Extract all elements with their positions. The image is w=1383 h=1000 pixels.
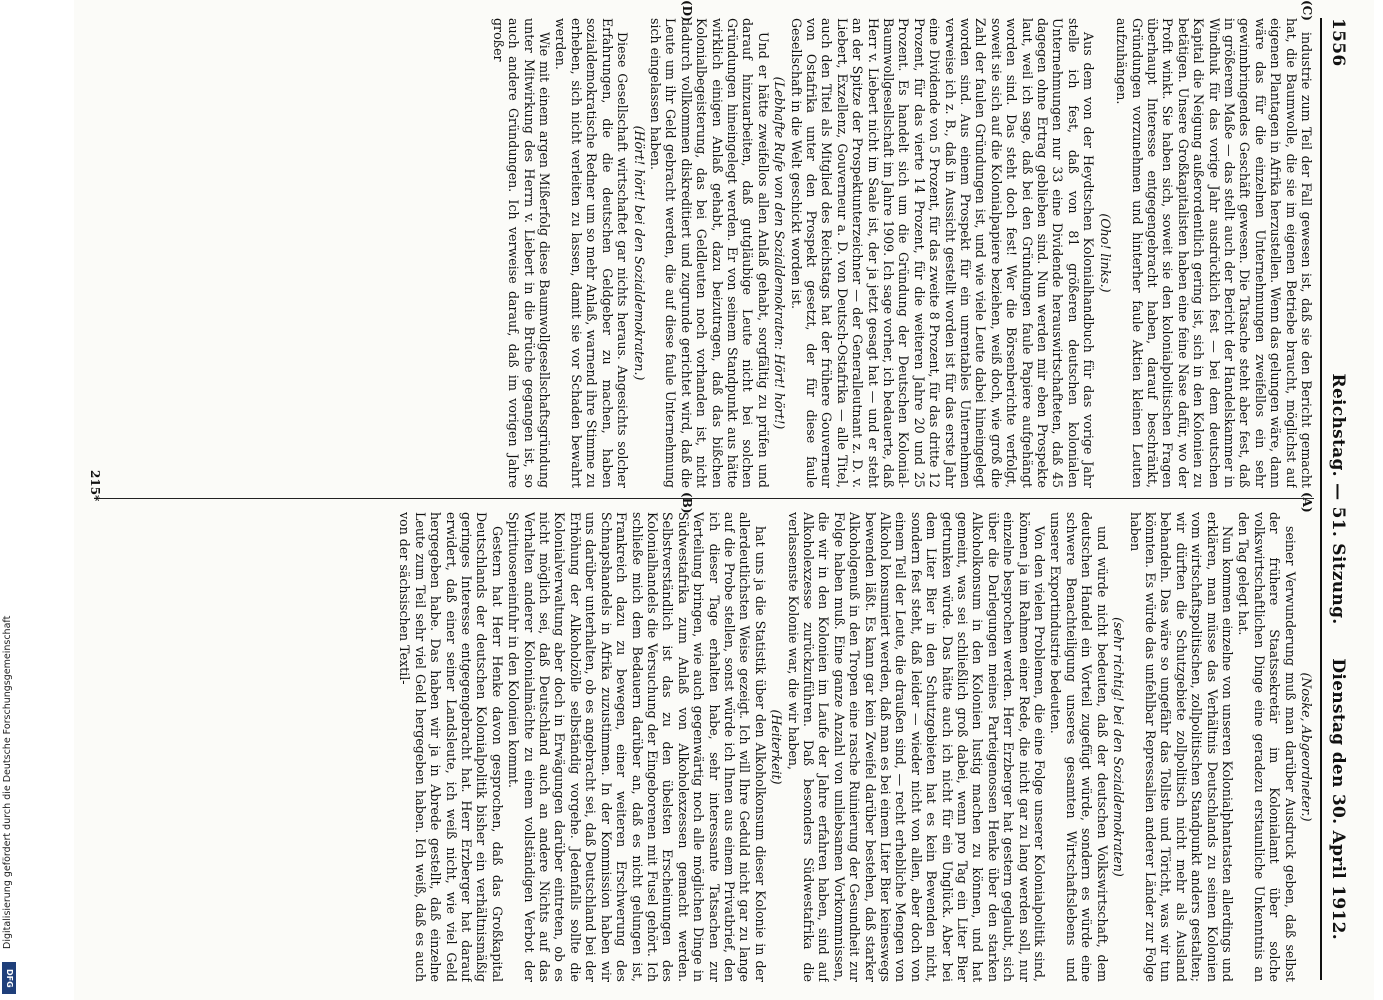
page-header — [1324, 18, 1352, 980]
paragraph: industrie zum Teil der Fall gewesen ist, daß sie den Bericht gemacht hat, die Baumwolle, die sie im eigenen Betriebe braucht, möglichst auf eigenen Plantagen in Afrika herzustellen. Wenn das gelungen wäre, dann wäre das für die einzelnen Unternehmungen zweifellos ein sehr gewinnbringendes Geschäft gewesen. Die Tatsache steht aber fest, daß in größerem Maße — das stellt auch der Bericht der Handelskammer in Windhuk für das vorige Jahr ausdrücklich fest — bei dem deutschen Kapital die Neigung außerordentlich gering ist, sich in den Kolonien zu betätigen. Unsere Großkapitalisten haben eine feine Nase dafür, wo der Profit winkt. Sie haben sich, soweit sie den kolonialpolitischen Fragen überhaupt Interesse entgegengebracht haben, darauf beschränkt, Gründungen vorzunehmen und hinterher faule Aktien kleinen Leuten aufzuhängen. — [1114, 18, 1314, 488]
margin-letter-c: (C) — [1300, 0, 1314, 21]
header-rule — [1320, 18, 1322, 980]
paragraph: hat uns ja die Statistik über den Alkoholkonsum dieser Kolonie in der allerdeutlichsten Weise gezeigt. Ich will Ihre Geduld nicht gar zu lange auf die Probe stellen, sonst würde ich Ihnen aus einem Privatbrief, den ich dieser Tage erhalten habe, sehr interessante Tatsachen zur Verteilung bringen, wie auch gegenwärtig noch alle möglichen Dinge in Südwestafrika zum Anlaß von Alkoholexzessen gemacht werden. Selbstverständlich ist das zu den übelsten Erscheinungen des Kolonialhandels die Versuchung der Eingeborenen mit Fusel gehört. Ich schließe mich dem Bedauern darüber an, daß es nicht gelungen ist, Frankreich dazu zu bewegen, einer weiteren Erschwerung des Schnapshandels in Afrika zuzustimmen. In der Kommission haben wir uns darüber unterhalten, ob es angebracht sei, daß Deutschland bei der Erhöhung der Alkoholzölle selbständig vorgehe. Jedenfalls sollte die Kolonialverwaltung aber doch in Erwägungen darüber eintreten, ob es nicht möglich sei, daß Deutschland auch an andere Nichts auf das Verhalten anderer Kolonialmächte zu einem vollständigen Verbot der Spirituoseneinfuhr in den Kolonien kommt. — [506, 512, 768, 982]
interjection: (sehr richtig! bei den Sozialdemokraten) — [1111, 617, 1127, 877]
margin-letter-a: (A) — [1300, 492, 1314, 513]
header-title: Reichstag. — 51. Sitzung. — [1328, 373, 1348, 625]
header-date: Dienstag den 30. April 1912. — [1328, 658, 1348, 940]
paragraph: Wie mit einem argen Mißerfolg diese Baumwollgesellschaftsgründung unter Mitwirkung des Herrn v. Liebert in die Brüche gegangen ist, so auch andere Gründungen. Ich verweise darauf, daß im vorigen Jahre großer — [490, 18, 553, 488]
paragraph: Diese Gesellschaft wirtschaftet gar nichts heraus. Angesichts solcher Erfahrungen, die die deutschen Geldgeber zu machen, haben sozialdemokratische Redner um so mehr Anlaß, warnend ihre Stimme zu erheben, sich nicht verleiten zu lassen, damit sie vor Schaden bewahrt werden. — [553, 18, 631, 488]
margin-letter-d: (D) — [680, 0, 694, 22]
margin-letter-b: (B) — [680, 492, 694, 514]
interjection: (Heiterkeit) — [769, 709, 785, 785]
sheet-signature: 215* — [88, 470, 102, 502]
scanned-page — [74, 0, 1374, 1000]
paragraph: seiner Verwunderung muß man darüber Ausdruck geben, daß selbst der frühere Staatssekretär im Kolonialamt über solche volkswirtschaftlichen Dinge eine geradezu erstaunliche Unkenntnis an den Tag gelegt hat. — [1236, 512, 1298, 982]
digitization-credit: Digitalisierung gefördert durch die Deutsche Forschungsgemeinschaft DFG — [0, 0, 40, 1000]
left-column — [94, 18, 1314, 488]
paragraph: Nun kommen einzelne von unseren Kolonialphantasten allerdings und erklären, man müsse das Verhältnis Deutschlands zu seinen Kolonien vom wirtschaftspolitischen, zollpolitischen Standpunkt anders gestalten; wir dürften die Schutzgebiete zollpolitisch nicht mehr als Ausland behandeln. Das wäre so ungefähr das Tollste und Töricht, was wir tun könnten. Es würde das unfehlbar Repressalien anderer Länder zur Folge haben — [1127, 512, 1235, 982]
interjection: (Hört! hört! bei den Sozialdemokraten.) — [631, 125, 647, 381]
column-divider — [94, 498, 1314, 499]
page-number: 1556 — [1328, 18, 1348, 67]
paragraph: und würde nicht bedeuten, daß der deutschen Volkswirtschaft, dem deutschen Handel ein Vorteil zugefügt würde, sondern es würde eine schwere Benachteiligung unseres gesamten Wirtschaftslebens und unserer Exportindustrie bedeuten. — [1048, 512, 1110, 982]
right-column — [94, 512, 1314, 982]
speaker-label: (Noske, Abgeordneter.) — [1299, 672, 1314, 822]
page-content — [74, 0, 1374, 1000]
paragraph: Und er hätte zweifellos allen Anlaß gehabt, sorgfältig zu prüfen und darauf hinzuarbeiten, daß gutgläubige Leute nicht bei solchen Gründungen hineingelegt werden. Er von seinem Standpunkt aus hätte wirklich einigen Anlaß gehabt, dazu beizutragen, daß das bißchen Kolonialbegeisterung, das bei Geldleuten noch vorhanden ist, nicht dadurch vollkommen diskreditiert und zugrunde gerichtet wird, daß die Leute um ihr Geld gebracht werden, die auf diese faule Unternehmung sich eingelassen haben. — [647, 18, 771, 488]
interjection: (Oho! links.) — [1097, 213, 1113, 293]
paragraph: Aus dem von der Heydtschen Kolonialhandbuch für das vorige Jahr stelle ich fest, daß von 81 größeren deutschen kolonialen Unternehmungen nur 33 eine Dividende herauswirtschafteten, daß 45 dagegen ohne Ertrag geblieben sind. Nun werden mir eben Prospekte laut, weil ich sage, daß bei den Gründungen faule Papiere aufgehängt worden sind. Das steht doch fest! Wer die Börsenberichte verfolgt, soweit sie sich auf die Kolonialpapiere beziehen, weiß doch, wie groß die Zahl der faulen Gründungen ist, und wie viele Leute dabei hineingelegt worden sind. Aus einem Prospekt für ein unrentables Unternehmen verweise ich z. B., daß in Aussicht gestellt worden ist für das erste Jahr eine Dividende von 5 Prozent, für das zweite 8 Prozent, für das dritte 12 Prozent, für das vierte 14 Prozent, für die weiteren Jahre 20 und 25 Prozent. Es handelt sich um die Gründung der Deutschen Kolonial-Baumwollgesellschaft im Jahre 1909. Ich sage vorher, ich bedauerte, daß Herr v. Liebert nicht im Saale ist, der ja jetzt gesagt hat — und er steht an der Spitze der Prospektunterzeichner — der Generalleutnant z. D. v. Liebert, Exzellenz, Gouverneur a. D. von Deutsch-Ostafrika — alle Titel, auch den Titel als Mitglied des Reichstags hat der frühere Gouverneur von Ostafrika unter den Prospekt gesetzt, der für diese faule Gesellschaft in die Welt geschickt worden ist. — [788, 18, 1097, 488]
interjection: (Lebhafte Rufe von den Sozialdemokraten: Hört! hört!) — [772, 76, 788, 430]
dfg-logo: DFG — [2, 962, 16, 994]
paragraph: Von den vielen Problemen, die eine Folge unserer Kolonialpolitik sind, können ja im Rahmen einer Rede, die nicht gar zu lang werden soll, nur einzelne besprochen werden. Herr Erzberger hat gestern geglaubt, sich über die Darlegungen meines Parteigenossen Henke über den starken Alkoholkonsum in den Kolonien lustig machen zu können, und hat gemeint, was sei schließlich groß dabei, wenn pro Tag ein Liter Bier getrunken würde. Das hätte auch ich nicht für ein Unglück. Aber bei dem Liter Bier in den Schutzgebieten hat es kein Bewenden nicht, sondern fest steht, daß leider — wieder nicht von allen, aber doch von einem Teil der Leute, die draußen sind, — recht erhebliche Mengen von Alkohol konsumiert werden, daß man es bei einem Liter Bier keineswegs bewenden läßt. Es kann gar kein Zweifel darüber bestehen, daß starker Alkoholgenuß in den Tropen eine rasche Ruinierung der Gesundheit zur Folge haben muß. Eine ganze Anzahl von unliebsamen Vorkommnissen, die wir in den Kolonien im Laufe der Jahre erfahren haben, sind auf Alkoholexzesse zurückzuführen. Daß besonders Südwestafrika die verlassenste Kolonie war, die wir haben, — [785, 512, 1048, 982]
paragraph: Gestern hat Herr Henke davon gesprochen, daß das Großkapital Deutschlands der deutschen Kolonialpolitik bisher ein verhältnismäßig geringes Interesse entgegengebracht hat. Herr Erzberger hat darauf erwidert, daß einer seiner Landsleute, ich weiß nicht, wie viel Geld hergegeben habe. Das haben wir ja in Abrede gestellt, daß einzelne Leute zum Teil sehr viel Geld hergegeben haben. Ich weiß, daß es auch von der sächsischen Textil- — [397, 512, 505, 982]
